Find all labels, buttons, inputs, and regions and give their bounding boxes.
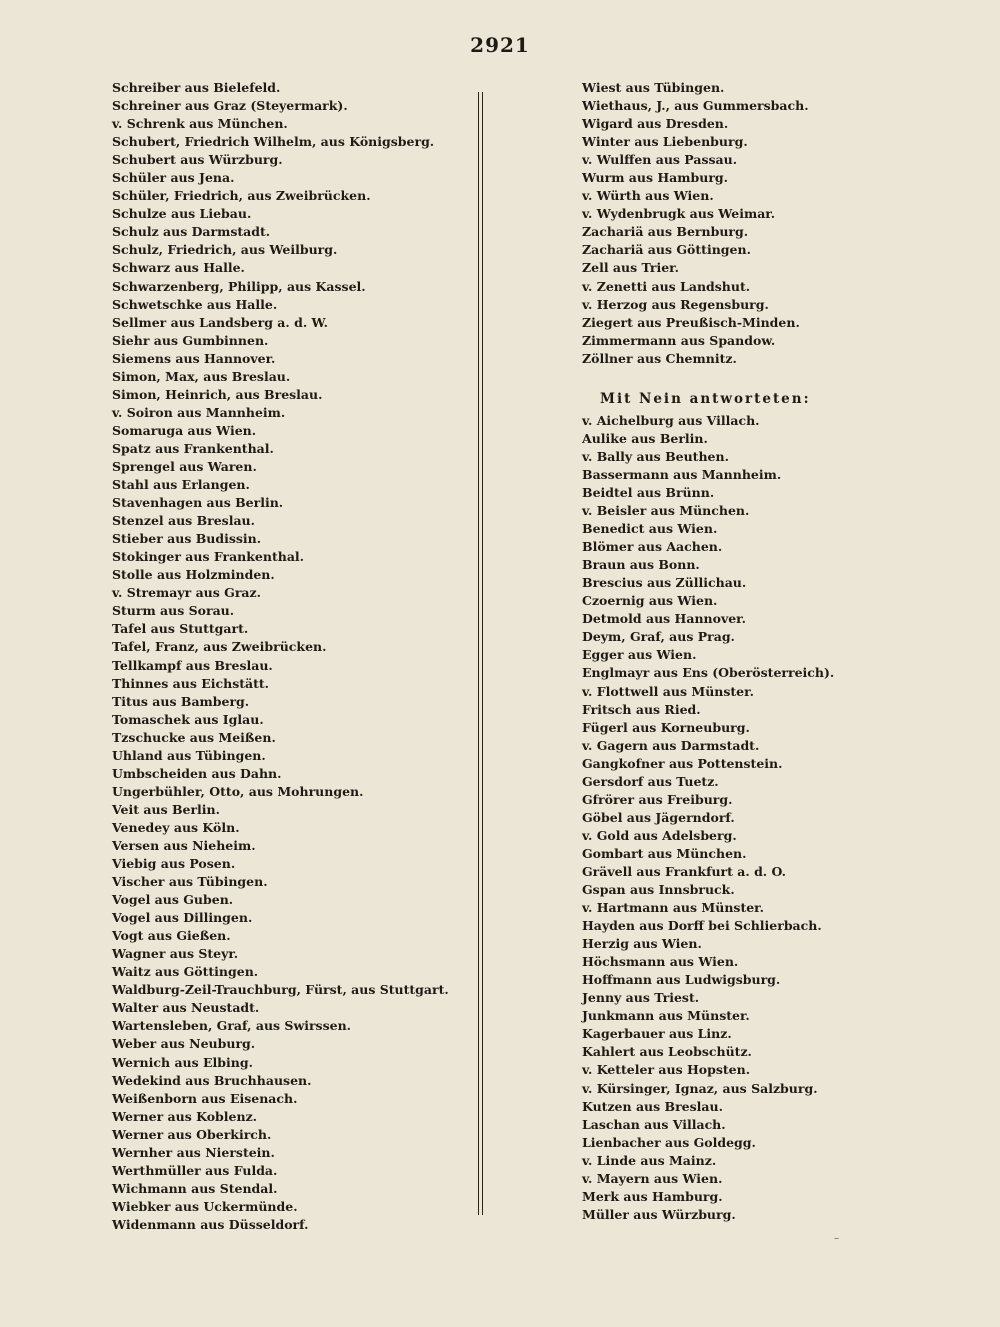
- column-divider-line: [478, 92, 479, 1215]
- list-item: Fügerl aus Korneuburg.: [582, 719, 750, 735]
- list-item: v. Ketteler aus Hopsten.: [582, 1062, 751, 1078]
- list-item: Werthmüller aus Fulda.: [112, 1162, 278, 1178]
- list-item: Gfrörer aus Freiburg.: [582, 791, 733, 807]
- list-item: v. Gagern aus Darmstadt.: [582, 737, 760, 753]
- list-item: Wiethaus, J., aus Gummersbach.: [582, 98, 809, 114]
- right-column: [582, 79, 872, 1224]
- list-item: Czoernig aus Wien.: [582, 593, 718, 609]
- list-item: Versen aus Nieheim.: [112, 837, 256, 853]
- list-item: Jenny aus Triest.: [582, 990, 700, 1006]
- list-item: Detmold aus Hannover.: [582, 611, 746, 627]
- list-item: Vogel aus Guben.: [112, 892, 234, 908]
- list-item: Englmayr aus Ens (Oberösterreich).: [582, 665, 835, 681]
- list-item: Wichmann aus Stendal.: [112, 1180, 278, 1196]
- list-item: Laschan aus Villach.: [582, 1116, 726, 1132]
- list-item: Deym, Graf, aus Prag.: [582, 629, 735, 645]
- list-item: Wartensleben, Graf, aus Swirssen.: [112, 1018, 352, 1034]
- list-item: Kutzen aus Breslau.: [582, 1098, 723, 1114]
- list-item: Müller aus Würzburg.: [582, 1206, 736, 1222]
- list-item: Weber aus Neuburg.: [112, 1036, 256, 1052]
- list-item: Zell aus Trier.: [582, 260, 679, 276]
- list-item: Egger aus Wien.: [582, 647, 697, 663]
- list-item: Wernher aus Nierstein.: [112, 1144, 275, 1160]
- list-item: Schüler aus Jena.: [112, 170, 235, 186]
- list-item: Siehr aus Gumbinnen.: [112, 332, 269, 348]
- list-item: Schubert aus Würzburg.: [112, 152, 283, 168]
- list-item: Merk aus Hamburg.: [582, 1188, 723, 1204]
- list-item: Schulz aus Darmstadt.: [112, 224, 271, 240]
- list-item: Tzschucke aus Meißen.: [112, 729, 276, 745]
- list-item: Veit aus Berlin.: [112, 801, 220, 817]
- list-item: Venedey aus Köln.: [112, 819, 240, 835]
- list-item: Wurm aus Hamburg.: [582, 170, 729, 186]
- list-item: Kagerbauer aus Linz.: [582, 1026, 732, 1042]
- list-item: Viebig aus Posen.: [112, 856, 236, 872]
- list-item: Stenzel aus Breslau.: [112, 513, 255, 529]
- list-item: Stavenhagen aus Berlin.: [112, 495, 284, 511]
- section-heading: Mit Nein antworteten:: [600, 390, 811, 407]
- list-item: v. Bally aus Beuthen.: [582, 448, 729, 464]
- list-item: v. Mayern aus Wien.: [582, 1170, 723, 1186]
- list-item: Zachariä aus Bernburg.: [582, 224, 749, 240]
- list-item: Grävell aus Frankfurt a. d. O.: [582, 863, 787, 879]
- list-item: v. Herzog aus Regensburg.: [582, 296, 769, 312]
- list-item: Walter aus Neustadt.: [112, 1000, 260, 1016]
- list-item: Simon, Max, aus Breslau.: [112, 368, 291, 384]
- list-item: Stolle aus Holzminden.: [112, 567, 275, 583]
- list-item: Sturm aus Sorau.: [112, 603, 235, 619]
- list-item: Junkmann aus Münster.: [582, 1008, 750, 1024]
- list-item: Ziegert aus Preußisch-Minden.: [582, 314, 800, 330]
- section-spacer: [582, 368, 872, 386]
- list-item: Schüler, Friedrich, aus Zweibrücken.: [112, 188, 371, 204]
- list-item: Schulze aus Liebau.: [112, 206, 252, 222]
- list-item: Höchsmann aus Wien.: [582, 954, 739, 970]
- list-item: Sellmer aus Landsberg a. d. W.: [112, 314, 328, 330]
- list-item: Tellkampf aus Breslau.: [112, 657, 273, 673]
- list-item: Gersdorf aus Tuetz.: [582, 773, 719, 789]
- list-item: v. Stremayr aus Graz.: [112, 585, 261, 601]
- left-column: [112, 79, 467, 1234]
- list-item: Braun aus Bonn.: [582, 557, 700, 573]
- list-item: Bassermann aus Mannheim.: [582, 466, 782, 482]
- list-item: Wagner aus Steyr.: [112, 946, 239, 962]
- list-item: v. Zenetti aus Landshut.: [582, 278, 751, 294]
- list-item: Ungerbühler, Otto, aus Mohrungen.: [112, 783, 364, 799]
- list-item: Weißenborn aus Eisenach.: [112, 1090, 298, 1106]
- list-item: Widenmann aus Düsseldorf.: [112, 1216, 309, 1232]
- list-item: v. Gold aus Adelsberg.: [582, 827, 737, 843]
- list-item: v. Soiron aus Mannheim.: [112, 404, 286, 420]
- list-item: v. Wydenbrugk aus Weimar.: [582, 206, 776, 222]
- list-item: Kahlert aus Leobschütz.: [582, 1044, 752, 1060]
- list-item: v. Aichelburg aus Villach.: [582, 412, 760, 428]
- list-item: Aulike aus Berlin.: [582, 430, 708, 446]
- list-item: Schulz, Friedrich, aus Weilburg.: [112, 242, 338, 258]
- list-item: Uhland aus Tübingen.: [112, 747, 266, 763]
- list-item: Schubert, Friedrich Wilhelm, aus Königsberg.: [112, 134, 435, 150]
- list-item: v. Flottwell aus Münster.: [582, 683, 754, 699]
- list-item: Wiest aus Tübingen.: [582, 80, 725, 95]
- list-item: Wedekind aus Bruchhausen.: [112, 1072, 312, 1088]
- list-item: Brescius aus Züllichau.: [582, 575, 747, 591]
- list-item: Zöllner aus Chemnitz.: [582, 350, 737, 366]
- list-item: Somaruga aus Wien.: [112, 422, 257, 438]
- list-item: Gombart aus München.: [582, 845, 747, 861]
- list-item: Hoffmann aus Ludwigsburg.: [582, 972, 781, 988]
- page-number: 2921: [470, 33, 530, 57]
- list-item: Waldburg-Zeil-Trauchburg, Fürst, aus Stuttgart.: [112, 982, 449, 998]
- list-item: Thinnes aus Eichstätt.: [112, 675, 270, 691]
- list-item: Herzig aus Wien.: [582, 936, 702, 952]
- list-item: Wiebker aus Uckermünde.: [112, 1198, 298, 1214]
- list-item: Zimmermann aus Spandow.: [582, 332, 776, 348]
- list-item: Benedict aus Wien.: [582, 521, 718, 537]
- list-item: Wernich aus Elbing.: [112, 1054, 253, 1070]
- list-item: Tomaschek aus Iglau.: [112, 711, 264, 727]
- list-item: Vogt aus Gießen.: [112, 928, 231, 944]
- list-item: v. Hartmann aus Münster.: [582, 900, 764, 916]
- list-item: v. Beisler aus München.: [582, 503, 750, 519]
- column-divider-line: [482, 92, 483, 1215]
- list-item: Vischer aus Tübingen.: [112, 874, 268, 890]
- list-item: Stieber aus Budissin.: [112, 531, 262, 547]
- list-item: Stahl aus Erlangen.: [112, 477, 250, 493]
- list-item: Tafel aus Stuttgart.: [112, 621, 249, 637]
- list-item: v. Würth aus Wien.: [582, 188, 714, 204]
- list-item: Waitz aus Göttingen.: [112, 964, 259, 980]
- list-item: Lienbacher aus Goldegg.: [582, 1134, 756, 1150]
- list-item: Gspan aus Innsbruck.: [582, 882, 735, 898]
- list-item: Schwetschke aus Halle.: [112, 296, 278, 312]
- list-item: Hayden aus Dorff bei Schlierbach.: [582, 918, 822, 934]
- list-item: Winter aus Liebenburg.: [582, 134, 748, 150]
- list-item: Tafel, Franz, aus Zweibrücken.: [112, 639, 327, 655]
- list-item: Wigard aus Dresden.: [582, 116, 729, 132]
- list-item: Schwarz aus Halle.: [112, 260, 245, 276]
- list-item: Werner aus Koblenz.: [112, 1108, 258, 1124]
- list-item: Werner aus Oberkirch.: [112, 1126, 272, 1142]
- list-item: Beidtel aus Brünn.: [582, 484, 715, 500]
- list-item: Siemens aus Hannover.: [112, 350, 276, 366]
- stray-mark: –: [834, 1233, 839, 1244]
- list-item: Fritsch aus Ried.: [582, 701, 701, 717]
- list-item: Sprengel aus Waren.: [112, 458, 257, 474]
- list-item: Göbel aus Jägerndorf.: [582, 809, 735, 825]
- list-item: Umbscheiden aus Dahn.: [112, 765, 282, 781]
- list-item: Titus aus Bamberg.: [112, 693, 250, 709]
- list-item: v. Wulffen aus Passau.: [582, 152, 738, 168]
- list-item: Simon, Heinrich, aus Breslau.: [112, 386, 323, 402]
- list-item: Vogel aus Dillingen.: [112, 910, 253, 926]
- list-item: v. Kürsinger, Ignaz, aus Salzburg.: [582, 1080, 818, 1096]
- list-item: Spatz aus Frankenthal.: [112, 440, 274, 456]
- list-item: Schreiner aus Graz (Steyermark).: [112, 98, 348, 114]
- list-item: Schwarzenberg, Philipp, aus Kassel.: [112, 278, 366, 294]
- list-item: Schreiber aus Bielefeld.: [112, 80, 281, 95]
- list-item: v. Linde aus Mainz.: [582, 1152, 717, 1168]
- list-item: Gangkofner aus Pottenstein.: [582, 755, 783, 771]
- list-item: Stokinger aus Frankenthal.: [112, 549, 305, 565]
- list-item: Zachariä aus Göttingen.: [582, 242, 751, 258]
- list-item: Blömer aus Aachen.: [582, 539, 723, 555]
- list-item: v. Schrenk aus München.: [112, 116, 288, 132]
